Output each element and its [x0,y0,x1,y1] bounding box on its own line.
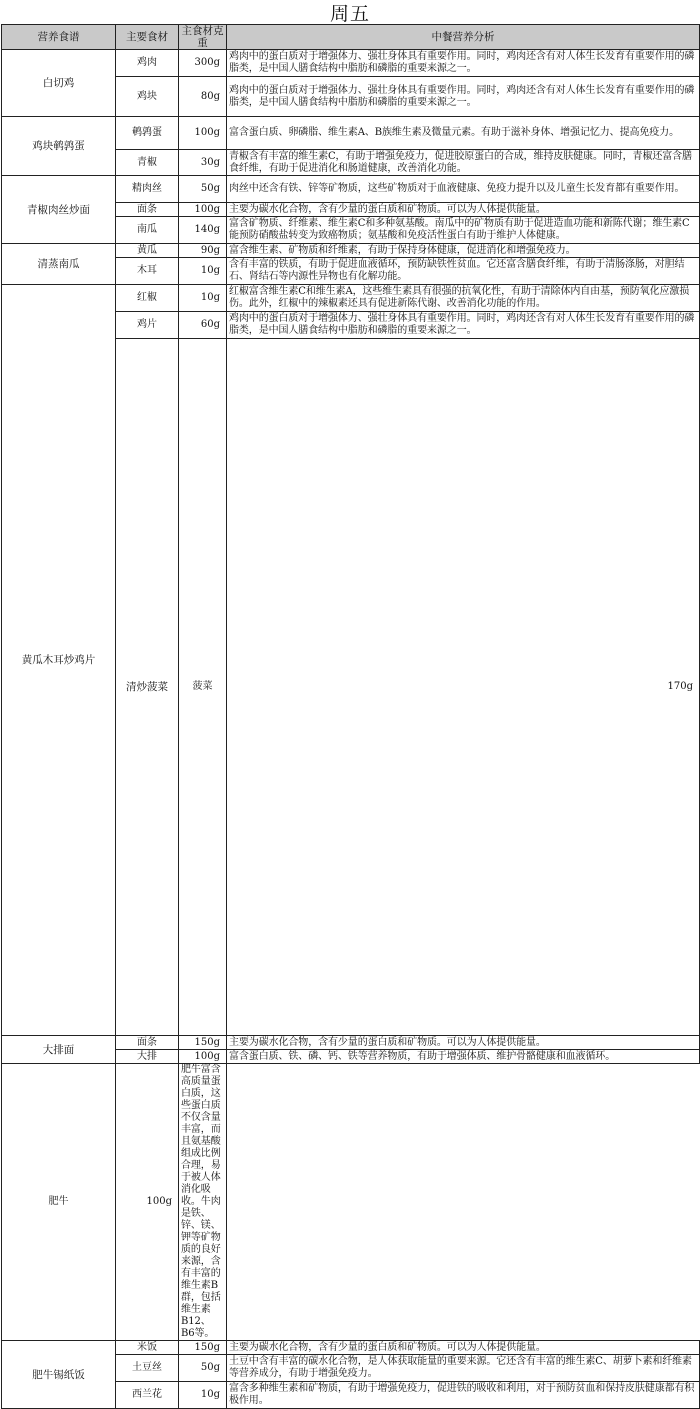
table-row [2,1036,700,1050]
recipe-name: 青椒肉丝炒面 [2,176,116,244]
ingredient-weight: 150g [179,1036,227,1050]
ingredient-name: 红椒 [116,285,179,312]
ingredient-name: 面条 [116,203,179,217]
nutrition-analysis: 富含多种维生素和矿物质，有助于增强免疫力，促进铁的吸收和利用，对于预防贫血和保持皮肤健康都有积极作用。 [227,1382,700,1409]
ingredient-name: 鸡片 [116,312,179,339]
table-row [2,1341,700,1355]
table-row [2,1064,700,1341]
table-row [2,176,700,203]
table-body [2,50,700,1409]
table-row [2,244,700,258]
recipe-name: 黄瓜木耳炒鸡片 [2,285,116,1036]
header-recipe: 营养食谱 [2,25,116,50]
table-header-row [2,25,700,50]
ingredient-weight: 100g [116,1064,179,1341]
ingredient-name: 肥牛 [2,1064,116,1341]
recipe-name: 清炒菠菜 [116,339,179,1036]
ingredient-weight: 10g [179,258,227,285]
ingredient-name: 菠菜 [179,339,227,1036]
ingredient-weight: 80g [179,77,227,117]
ingredient-name: 鹌鹑蛋 [116,117,179,150]
ingredient-name: 大排 [116,1050,179,1064]
ingredient-weight: 100g [179,203,227,217]
recipe-name: 大排面 [2,1036,116,1064]
ingredient-name: 南瓜 [116,217,179,244]
ingredient-weight: 10g [179,285,227,312]
nutrition-analysis: 富含矿物质、纤维素、维生素C和多种氨基酸。南瓜中的矿物质有助于促进造血功能和新陈代谢；维生素C能预防硝酸盐转变为致癌物质；氨基酸和免疫活性蛋白有助于维护人体健康。 [227,217,700,244]
nutrition-analysis: 鸡肉中的蛋白质对于增强体力、强壮身体具有重要作用。同时，鸡肉还含有对人体生长发育有重要作用的磷脂类，是中国人膳食结构中脂肪和磷脂的重要来源之一。 [227,312,700,339]
ingredient-name: 鸡块 [116,77,179,117]
ingredient-weight: 140g [179,217,227,244]
page-title: 周五 [329,3,370,25]
nutrition-analysis: 富含蛋白质、卵磷脂、维生素A、B族维生素及微量元素。有助于滋补身体、增强记忆力、提高免疫力。 [227,117,700,150]
nutrition-analysis: 主要为碳水化合物，含有少量的蛋白质和矿物质。可以为人体提供能量。 [227,203,700,217]
nutrition-table [1,24,700,1409]
ingredient-name: 土豆丝 [116,1355,179,1382]
ingredient-name: 西兰花 [116,1382,179,1409]
header-weight: 主食材克重 [179,25,227,50]
ingredient-weight: 50g [179,176,227,203]
ingredient-weight: 10g [179,1382,227,1409]
nutrition-analysis: 富含蛋白质、铁、磷、钙、铁等营养物质，有助于增强体质、维护骨骼健康和血液循环。 [227,1050,700,1064]
ingredient-weight: 60g [179,312,227,339]
ingredient-weight: 300g [179,50,227,77]
ingredient-weight: 30g [179,150,227,176]
recipe-name: 白切鸡 [2,50,116,117]
nutrition-analysis: 鸡肉中的蛋白质对于增强体力、强壮身体具有重要作用。同时，鸡肉还含有对人体生长发育有重要作用的磷脂类，是中国人膳食结构中脂肪和磷脂的重要来源之一。 [227,77,700,117]
nutrition-analysis: 肥牛富含高质量蛋白质，这些蛋白质不仅含量丰富，而且氨基酸组成比例合理，易于被人体消化吸收。牛肉是铁、锌、镁、钾等矿物质的良好来源，含有丰富的维生素B群，包括维生素B12、B6等。 [179,1064,227,1341]
header-analysis: 中餐营养分析 [227,25,700,50]
nutrition-analysis: 肉丝中还含有铁、锌等矿物质，这些矿物质对于血液健康、免疫力提升以及儿童生长发育都有重要作用。 [227,176,700,203]
nutrition-analysis: 富含维生素、矿物质和纤维素，有助于保持身体健康，促进消化和增强免疫力。 [227,244,700,258]
header-ingredient: 主要食材 [116,25,179,50]
ingredient-name: 黄瓜 [116,244,179,258]
nutrition-analysis: 主要为碳水化合物，含有少量的蛋白质和矿物质。可以为人体提供能量。 [227,1036,700,1050]
ingredient-name: 面条 [116,1036,179,1050]
recipe-name: 肥牛锡纸饭 [2,1341,116,1409]
table-row [2,117,700,150]
ingredient-weight: 50g [179,1355,227,1382]
nutrition-analysis: 含有丰富的铁质，有助于促进血液循环，预防缺铁性贫血。它还富含膳食纤维，有助于清肠涤肠，对胆结石、肾结石等内源性异物也有化解功能。 [227,258,700,285]
ingredient-weight: 170g [227,339,700,1036]
ingredient-name: 精肉丝 [116,176,179,203]
ingredient-name: 青椒 [116,150,179,176]
nutrition-analysis: 主要为碳水化合物，含有少量的蛋白质和矿物质。可以为人体提供能量。 [227,1341,700,1355]
ingredient-name: 木耳 [116,258,179,285]
table-row [2,285,700,312]
table-row [2,50,700,77]
ingredient-weight: 100g [179,1050,227,1064]
recipe-name: 清蒸南瓜 [2,244,116,285]
ingredient-weight: 90g [179,244,227,258]
ingredient-name: 鸡肉 [116,50,179,77]
nutrition-analysis: 红椒富含维生素C和维生素A，这些维生素具有很强的抗氧化性，有助于清除体内自由基，预防氧化应激损伤。此外，红椒中的辣椒素还具有促进新陈代谢、改善消化功能的作用。 [227,285,700,312]
nutrition-analysis: 青椒含有丰富的维生素C，有助于增强免疫力，促进胶原蛋白的合成，维持皮肤健康。同时，青椒还富含膳食纤维，有助于促进消化和肠道健康，改善消化功能。 [227,150,700,176]
nutrition-analysis: 鸡肉中的蛋白质对于增强体力、强壮身体具有重要作用。同时，鸡肉还含有对人体生长发育有重要作用的磷脂类，是中国人膳食结构中脂肪和磷脂的重要来源之一。 [227,50,700,77]
ingredient-weight: 150g [179,1341,227,1355]
ingredient-name: 米饭 [116,1341,179,1355]
recipe-name: 鸡块鹌鹑蛋 [2,117,116,176]
nutrition-analysis: 土豆中含有丰富的碳水化合物，是人体获取能量的重要来源。它还含有丰富的维生素C、胡萝卜素和纤维素等营养成分，有助于增强免疫力。 [227,1355,700,1382]
ingredient-weight: 100g [179,117,227,150]
